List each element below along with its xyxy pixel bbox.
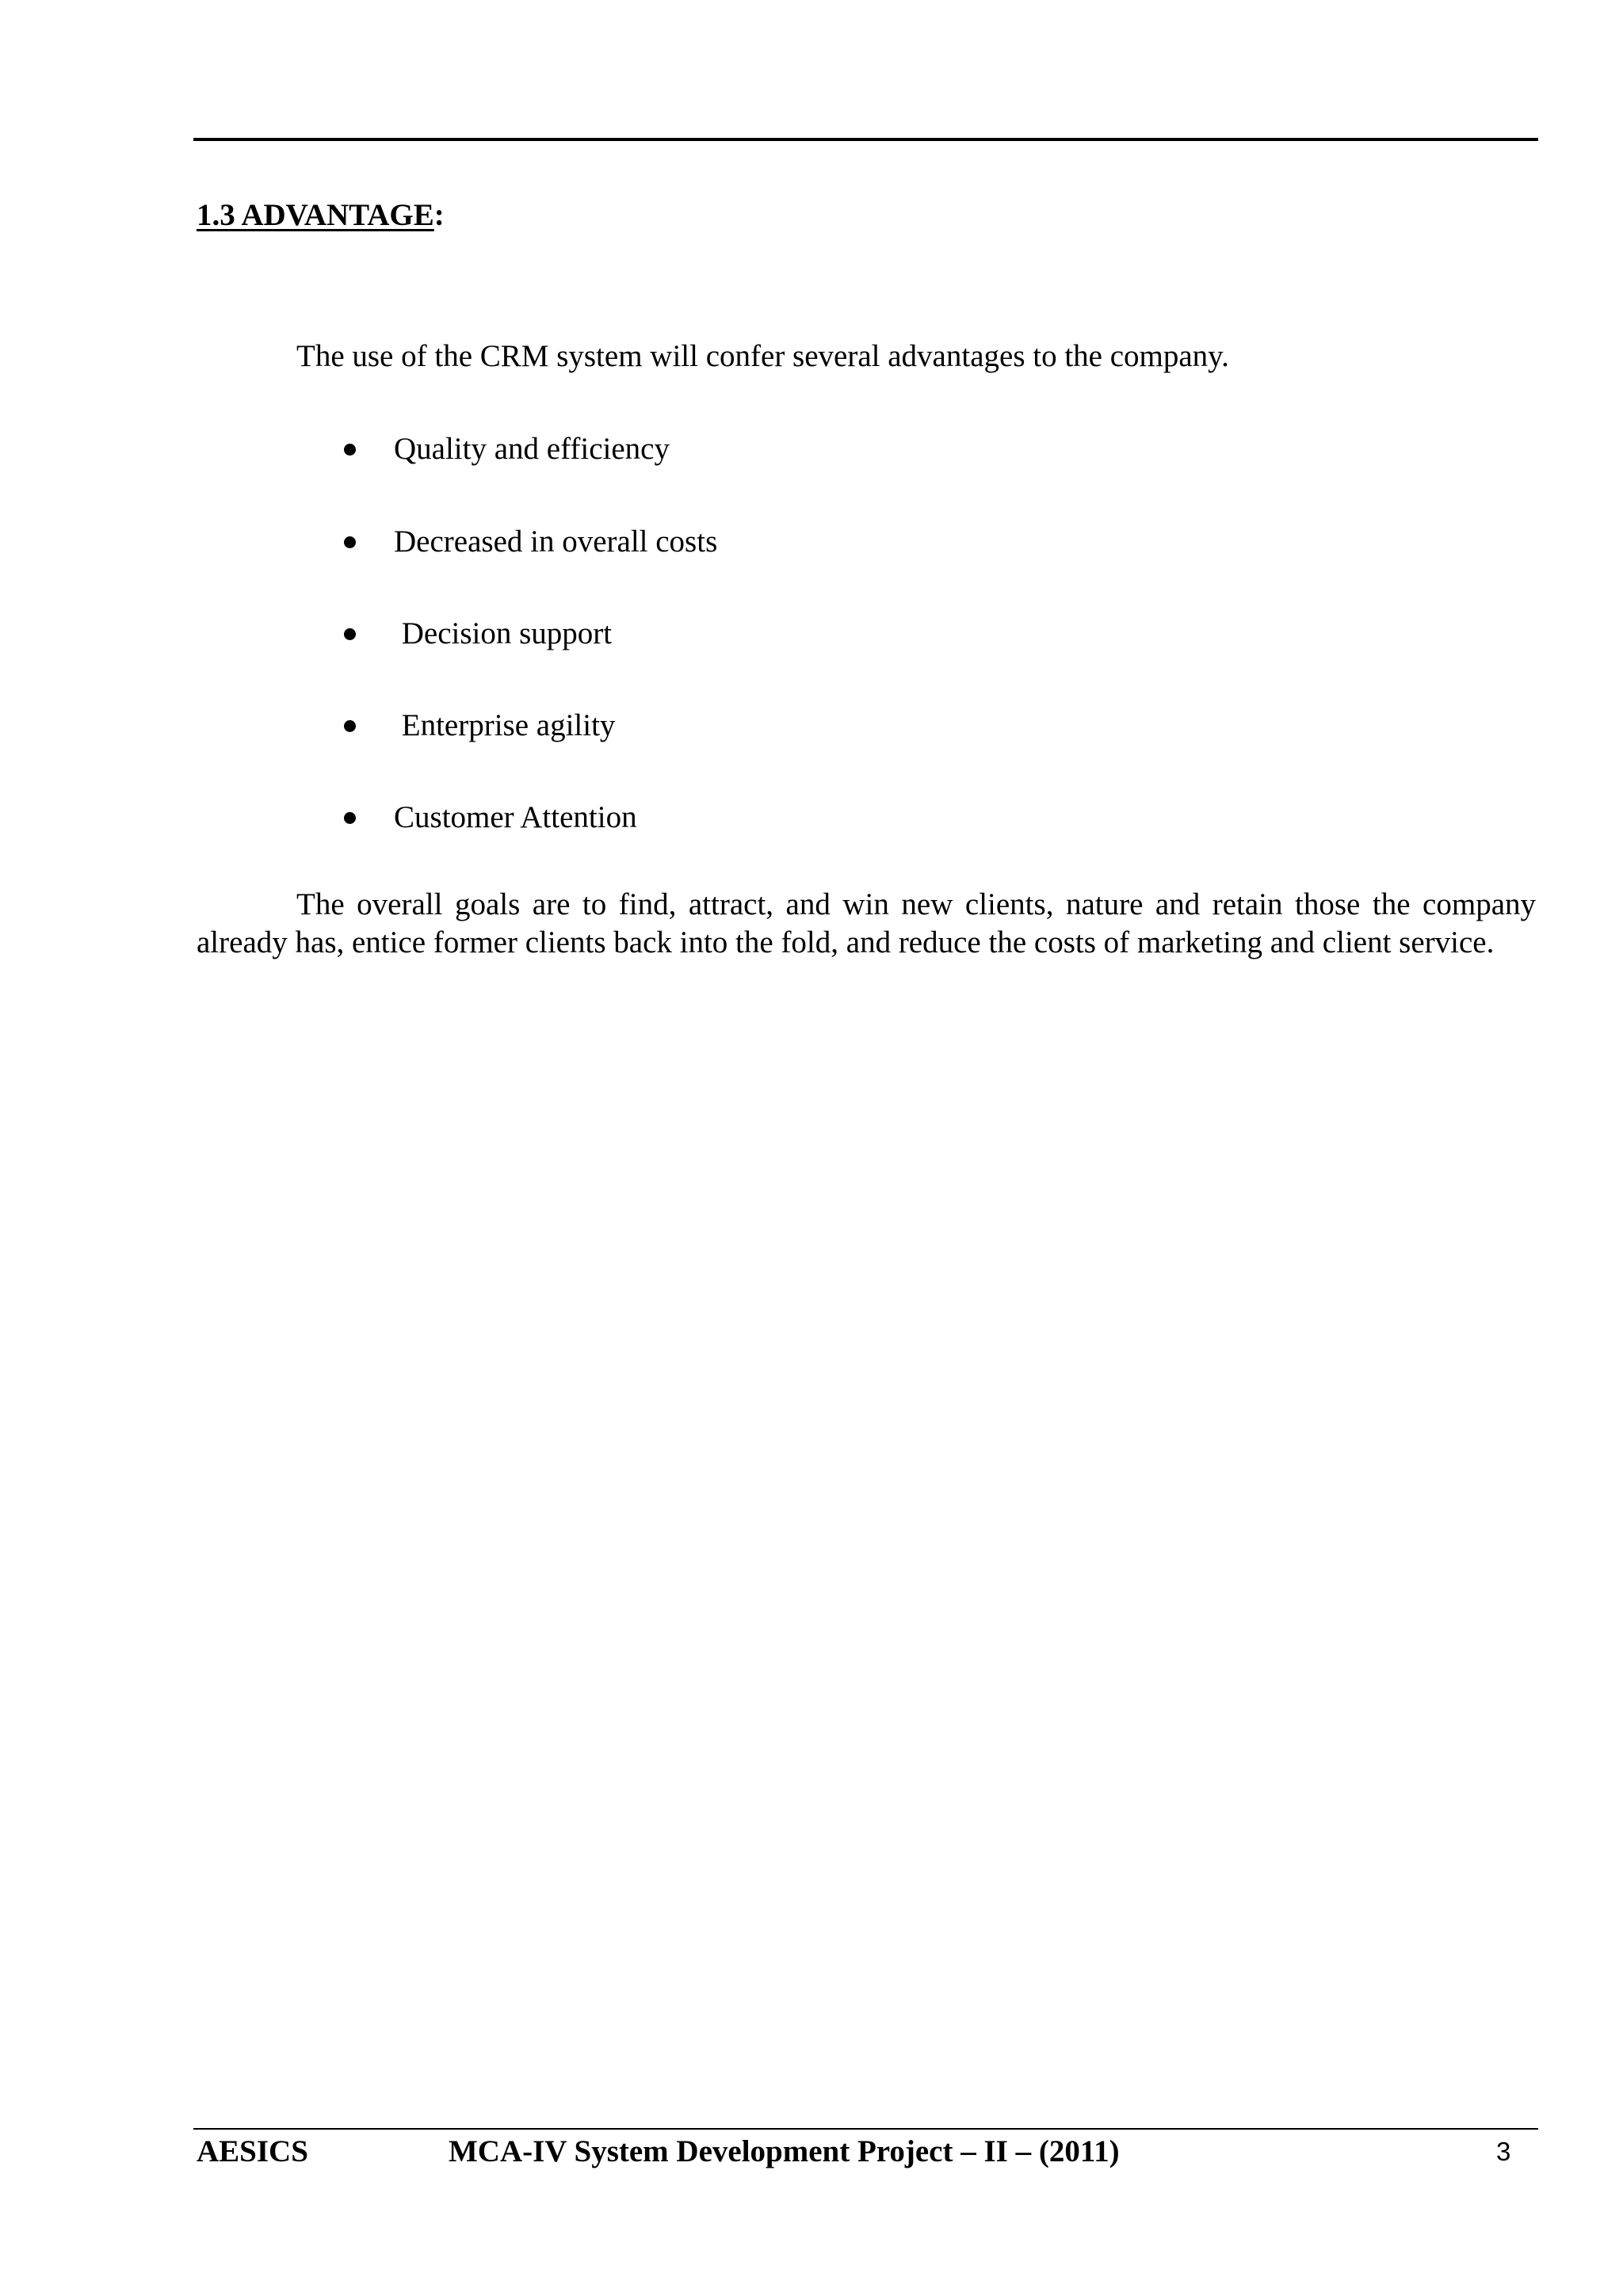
- footer-project-title: MCA-IV System Development Project – II – (2011): [449, 2134, 1120, 2168]
- section-heading-title: 1.3 ADVANTAGE: [197, 198, 434, 232]
- intro-text: The use of the CRM system will confer several advantages to the company.: [296, 339, 1229, 373]
- advantage-label: Decision support: [394, 616, 613, 650]
- advantage-label: Decreased in overall costs: [394, 524, 718, 559]
- page-number: 3: [1496, 2137, 1511, 2166]
- footer-institution: AESICS: [197, 2134, 308, 2168]
- section-heading: [197, 195, 445, 236]
- bullet-icon: [344, 628, 356, 640]
- bullet-icon: [344, 536, 356, 548]
- bullet-icon: [344, 720, 356, 732]
- header-rule: [193, 138, 1538, 141]
- bullet-icon: [344, 812, 356, 824]
- advantage-label: Enterprise agility: [394, 708, 616, 742]
- goals-paragraph: The overall goals are to find, attract, and win new clients, nature and retain those the company already has, entice former clients back into the fold, and reduce the costs of marketing and client service.: [197, 887, 1536, 959]
- footer-rule: [193, 2128, 1538, 2130]
- section-heading-colon: :: [433, 198, 445, 232]
- bullet-icon: [344, 444, 356, 456]
- advantage-label: Customer Attention: [394, 800, 637, 834]
- advantage-label: Quality and efficiency: [394, 432, 670, 466]
